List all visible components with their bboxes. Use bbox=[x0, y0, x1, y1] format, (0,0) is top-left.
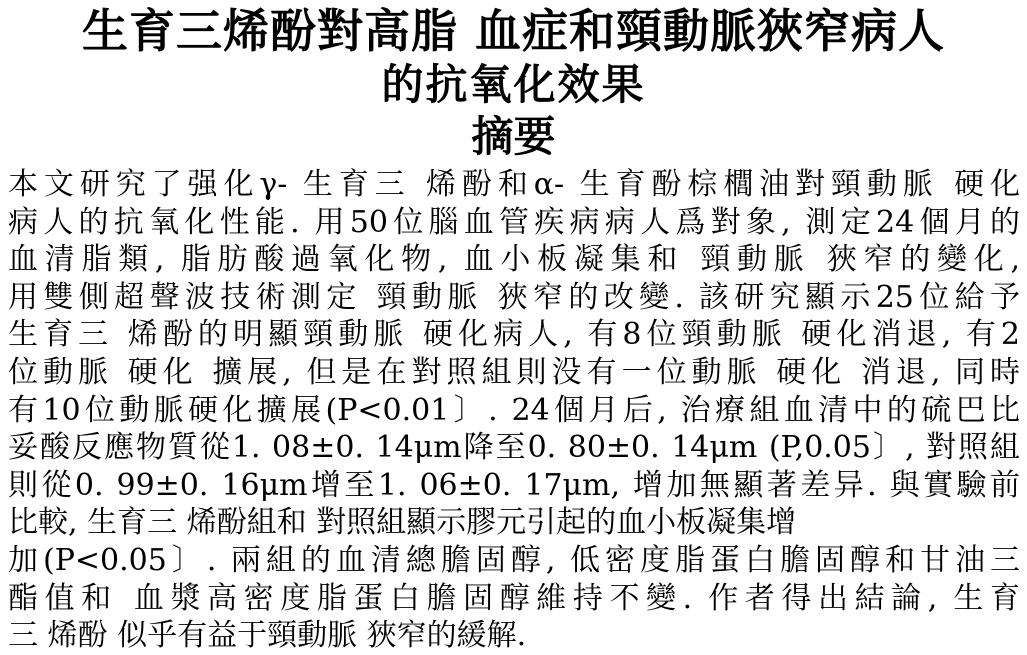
abstract-line: 比較, 生育三 烯酚組和 對照組顯示膠元引起的血小板凝集增 bbox=[8, 505, 797, 541]
abstract-body bbox=[8, 166, 1020, 655]
abstract-line: 妥酸反應物質從1. 08±0. 14μm降至0. 80±0. 14μm (P,0.05〕, 對照組 bbox=[8, 430, 1020, 466]
abstract-line: 病人的抗氧化性能. 用50位腦血管疾病病人爲對象, 測定24個月的 bbox=[8, 204, 1020, 240]
abstract-line: 用雙側超聲波技術測定 頸動脈 狹窄的改變. 該研究顯示25位給予 bbox=[8, 279, 1020, 315]
abstract-line: 酯值和 血漿高密度脂蛋白膽固醇維持不變. 作者得出結論, 生育 bbox=[8, 580, 1020, 616]
abstract-heading: 摘要 bbox=[471, 112, 556, 161]
abstract-line: 有10位動脈硬化擴展(P<0.01〕. 24個月后, 治療組血清中的硫巴比 bbox=[8, 392, 1020, 428]
document-title-line-1: 生育三烯酚對高脂 血症和頸動脈狹窄病人 bbox=[81, 4, 945, 58]
abstract-line: 三 烯酚 似乎有益于頸動脈 狹窄的緩解. bbox=[8, 618, 527, 654]
abstract-line: 則從0. 99±0. 16μm增至1. 06±0. 17μm, 增加無顯著差异. 與實驗前 bbox=[8, 467, 1020, 503]
abstract-line: 加(P<0.05〕. 兩組的血清總膽固醇, 低密度脂蛋白膽固醇和甘油三 bbox=[8, 542, 1020, 578]
document-title-line-2: 的抗氧化效果 bbox=[381, 60, 646, 109]
abstract-line: 本文研究了强化γ- 生育三 烯酚和α- 生育酚棕櫚油對頸動脈 硬化 bbox=[8, 167, 1020, 202]
abstract-line: 生育三 烯酚的明顯頸動脈 硬化病人, 有8位頸動脈 硬化消退, 有2 bbox=[8, 317, 1020, 353]
abstract-line: 血清脂類, 脂肪酸過氧化物, 血小板凝集和 頸動脈 狹窄的變化, bbox=[8, 242, 1020, 278]
abstract-line: 位動脈 硬化 擴展, 但是在對照組則没有一位動脈 硬化 消退, 同時 bbox=[8, 354, 1020, 390]
